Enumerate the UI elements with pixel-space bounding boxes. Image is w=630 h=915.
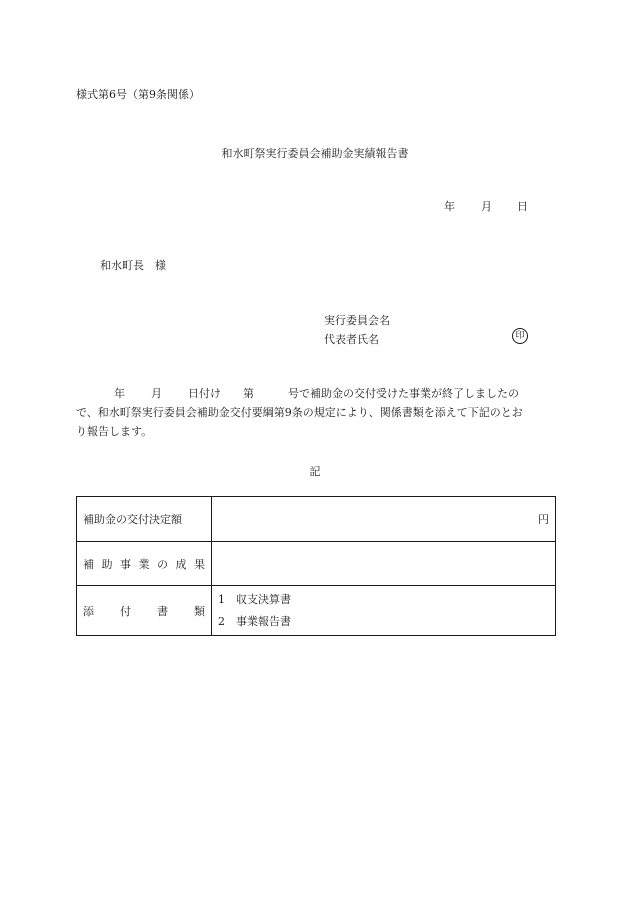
label-char: 果 (194, 557, 205, 571)
yen-unit: 円 (538, 513, 549, 526)
body-line-1 (76, 384, 556, 403)
attachment-item: 1 収支決算書 (218, 592, 291, 606)
date-year-label: 年 (444, 200, 455, 213)
grant-amount-value (212, 497, 556, 542)
table-row-project-results (77, 542, 556, 586)
attachments-list (212, 586, 556, 636)
body-line1-rest: 号で補助金の交付受けた事業が終了しましたの (288, 387, 519, 400)
label-char: 書 (157, 604, 168, 618)
addressee: 和水町長 様 (100, 259, 166, 272)
document-title: 和水町祭実行委員会補助金実績報告書 (221, 147, 409, 160)
project-results-value (212, 542, 556, 586)
date-day-label: 日 (517, 200, 528, 213)
body-year: 年 (114, 387, 125, 400)
label-char: 補 (83, 557, 94, 571)
table-row-grant-amount (77, 497, 556, 542)
label-char: 助 (101, 557, 113, 571)
grant-amount-label: 補助金の交付決定額 (77, 497, 212, 542)
body-number-prefix: 第 (243, 387, 254, 400)
date-month-label: 月 (481, 200, 492, 213)
label-char: 添 (83, 604, 94, 618)
summary-table (76, 496, 556, 636)
attachments-label (77, 586, 212, 636)
label-char: 業 (138, 557, 150, 571)
label-char: 成 (175, 557, 187, 571)
label-char: 付 (120, 604, 131, 618)
label-char: 事 (120, 557, 131, 571)
representative-name-label: 代表者氏名 (324, 333, 379, 346)
body-day-dated: 日付け (188, 387, 221, 400)
report-body-text (76, 384, 556, 441)
seal-icon: 印 (512, 328, 528, 344)
label-char: 類 (194, 604, 205, 618)
ki-heading: 記 (309, 465, 321, 478)
table-row-attachments (77, 586, 556, 636)
body-line-2: で、和水町祭実行委員会補助金交付要綱第9条の規定により、関係書類を添えて下記のとお (76, 406, 523, 419)
body-line-3: り報告します。 (76, 425, 153, 438)
body-month: 月 (151, 387, 162, 400)
project-results-label (77, 542, 212, 586)
attachment-item: 2 事業報告書 (218, 614, 291, 628)
form-number-label: 様式第6号（第9条関係） (76, 88, 200, 101)
committee-name-label: 実行委員会名 (324, 314, 390, 327)
label-char: の (157, 557, 168, 571)
